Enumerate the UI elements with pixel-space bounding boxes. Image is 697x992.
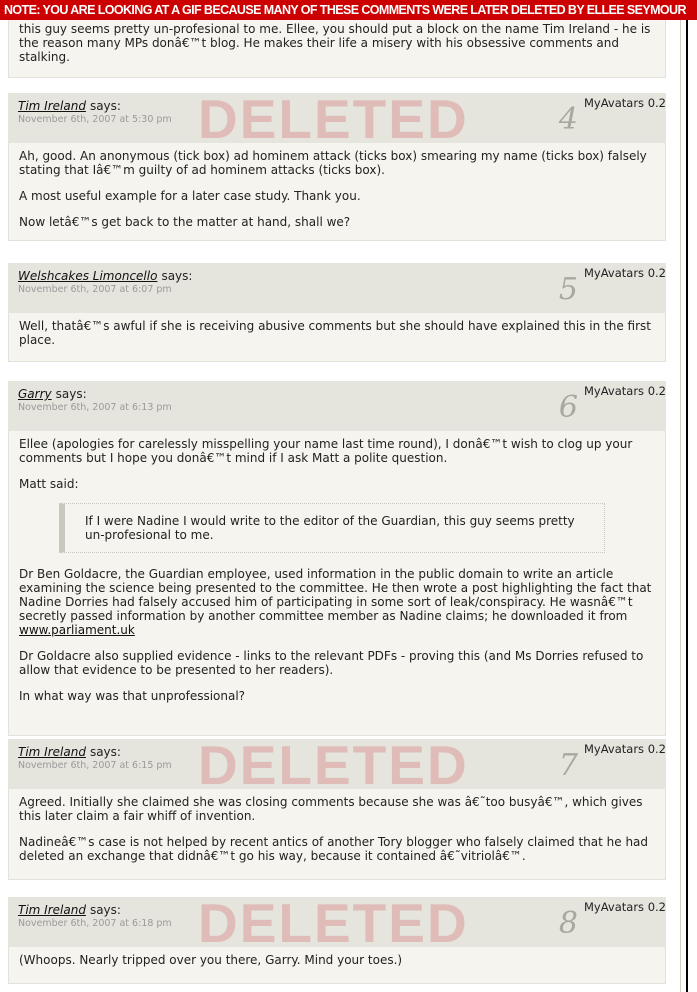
deleted-stamp: DELETED xyxy=(198,734,469,796)
comment-paragraph: Agreed. Initially she claimed she was closing comments because she was â€˜too busyâ€™, which gives this later claim a fair whiff of invention. xyxy=(19,795,643,823)
comment-body xyxy=(8,313,666,362)
comment-author-link[interactable]: Tim Ireland xyxy=(18,903,86,917)
myavatars-label: MyAvatars 0.2 xyxy=(584,96,666,110)
comment-number: 7 xyxy=(558,748,578,783)
comment-number: 8 xyxy=(558,906,578,941)
deleted-stamp: DELETED xyxy=(198,892,469,954)
says-label: says: xyxy=(89,745,121,759)
myavatars-label: MyAvatars 0.2 xyxy=(584,900,666,914)
comment-paragraph: Nadineâ€™s case is not helped by recent antics of another Tory blogger who falsely claimed that he had deleted an exchange that didnâ€™t go his way, because it contained â€˜vitriolâ€™. xyxy=(19,835,649,863)
deleted-stamp: DELETED xyxy=(198,88,469,150)
comment-date: November 6th, 2007 at 6:15 pm xyxy=(18,760,172,771)
parliament-link[interactable]: www.parliament.uk xyxy=(19,623,135,637)
says-label: says: xyxy=(55,387,87,401)
says-label: says: xyxy=(161,269,193,283)
comment-paragraph: (Whoops. Nearly tripped over you there, Garry. Mind your toes.) xyxy=(19,953,403,967)
comment-header xyxy=(8,381,666,431)
comment-body xyxy=(8,143,666,241)
comment-header xyxy=(8,263,666,313)
comment-3-text: this guy seems pretty un-profesional to me. Ellee, you should put a block on the name Tim Ireland - he is the reason many MPs donâ€™t blog. He makes their life a misery with his obsessive comments and stalking. xyxy=(19,22,651,64)
comment-author-link[interactable]: Welshcakes Limoncello xyxy=(18,269,158,283)
comment-paragraph: A most useful example for a later case study. Thank you. xyxy=(19,189,361,203)
comment-author-link[interactable]: Tim Ireland xyxy=(18,99,86,113)
comment-number: 6 xyxy=(558,390,578,425)
quoted-text: If I were Nadine I would write to the editor of the Guardian, this guy seems pretty un-profesional to me. xyxy=(59,503,605,553)
comment-6 xyxy=(8,381,666,736)
comment-paragraph: In what way was that unprofessional? xyxy=(19,689,246,703)
comment-body xyxy=(8,947,666,984)
comment-author-link[interactable]: Tim Ireland xyxy=(18,745,86,759)
comment-paragraph: Matt said: xyxy=(19,477,79,491)
says-label: says: xyxy=(89,99,121,113)
comment-paragraph: Dr Goldacre also supplied evidence - links to the relevant PDFs - proving this (and Ms Dorries refused to allow that evidence to be presented to her readers). xyxy=(19,649,644,677)
comment-date: November 6th, 2007 at 6:07 pm xyxy=(18,284,172,295)
comment-5 xyxy=(8,263,666,362)
comment-4 xyxy=(8,88,666,241)
myavatars-label: MyAvatars 0.2 xyxy=(584,384,666,398)
comment-author-link[interactable]: Garry xyxy=(18,387,52,401)
comment-header xyxy=(8,892,666,954)
comment-paragraph xyxy=(19,567,655,637)
comment-body xyxy=(8,789,666,880)
comment-date: November 6th, 2007 at 6:18 pm xyxy=(18,918,172,929)
comment-header xyxy=(8,88,666,150)
comment-paragraph: Well, thatâ€™s awful if she is receiving abusive comments but she should have explained this in the first place. xyxy=(19,319,651,347)
deletion-notice-banner: NOTE: YOU ARE LOOKING AT A GIF BECAUSE MANY OF THESE COMMENTS WERE LATER DELETED BY ELLEE SEYMOUR xyxy=(0,0,697,20)
comment-paragraph: Now letâ€™s get back to the matter at hand, shall we? xyxy=(19,215,351,229)
comment-7 xyxy=(8,734,666,880)
comment-number: 5 xyxy=(558,272,578,307)
myavatars-label: MyAvatars 0.2 xyxy=(584,742,666,756)
comment-body xyxy=(8,431,666,736)
comment-paragraph: Ellee (apologies for carelessly misspelling your name last time round), I donâ€™t wish to clog up your comments but I hope you donâ€™t mind if I ask Matt a polite question. xyxy=(19,437,633,465)
comment-paragraph: Ah, good. An anonymous (tick box) ad hominem attack (ticks box) smearing my name (ticks box) falsely stating that Iâ€™m guilty of ad hominem attacks (ticks box). xyxy=(19,149,647,177)
comment-number: 4 xyxy=(558,102,578,137)
window-border xyxy=(686,0,688,992)
comment-text: Dr Ben Goldacre, the Guardian employee, used information in the public domain to write an article examining the science being presented to the committee. He then wrote a post highlighting the fact that Nadine Dorries had falsely accused him of participating in some sort of leak/conspiracy. He wasnâ€™t secretly passed information by another committee member as Nadine claims; he downloaded it from xyxy=(19,567,652,623)
scrollbar-track xyxy=(680,0,681,992)
comment-header xyxy=(8,734,666,796)
says-label: says: xyxy=(89,903,121,917)
comment-date: November 6th, 2007 at 6:13 pm xyxy=(18,402,172,413)
comment-date: November 6th, 2007 at 5:30 pm xyxy=(18,114,172,125)
myavatars-label: MyAvatars 0.2 xyxy=(584,266,666,280)
comment-8 xyxy=(8,892,666,984)
